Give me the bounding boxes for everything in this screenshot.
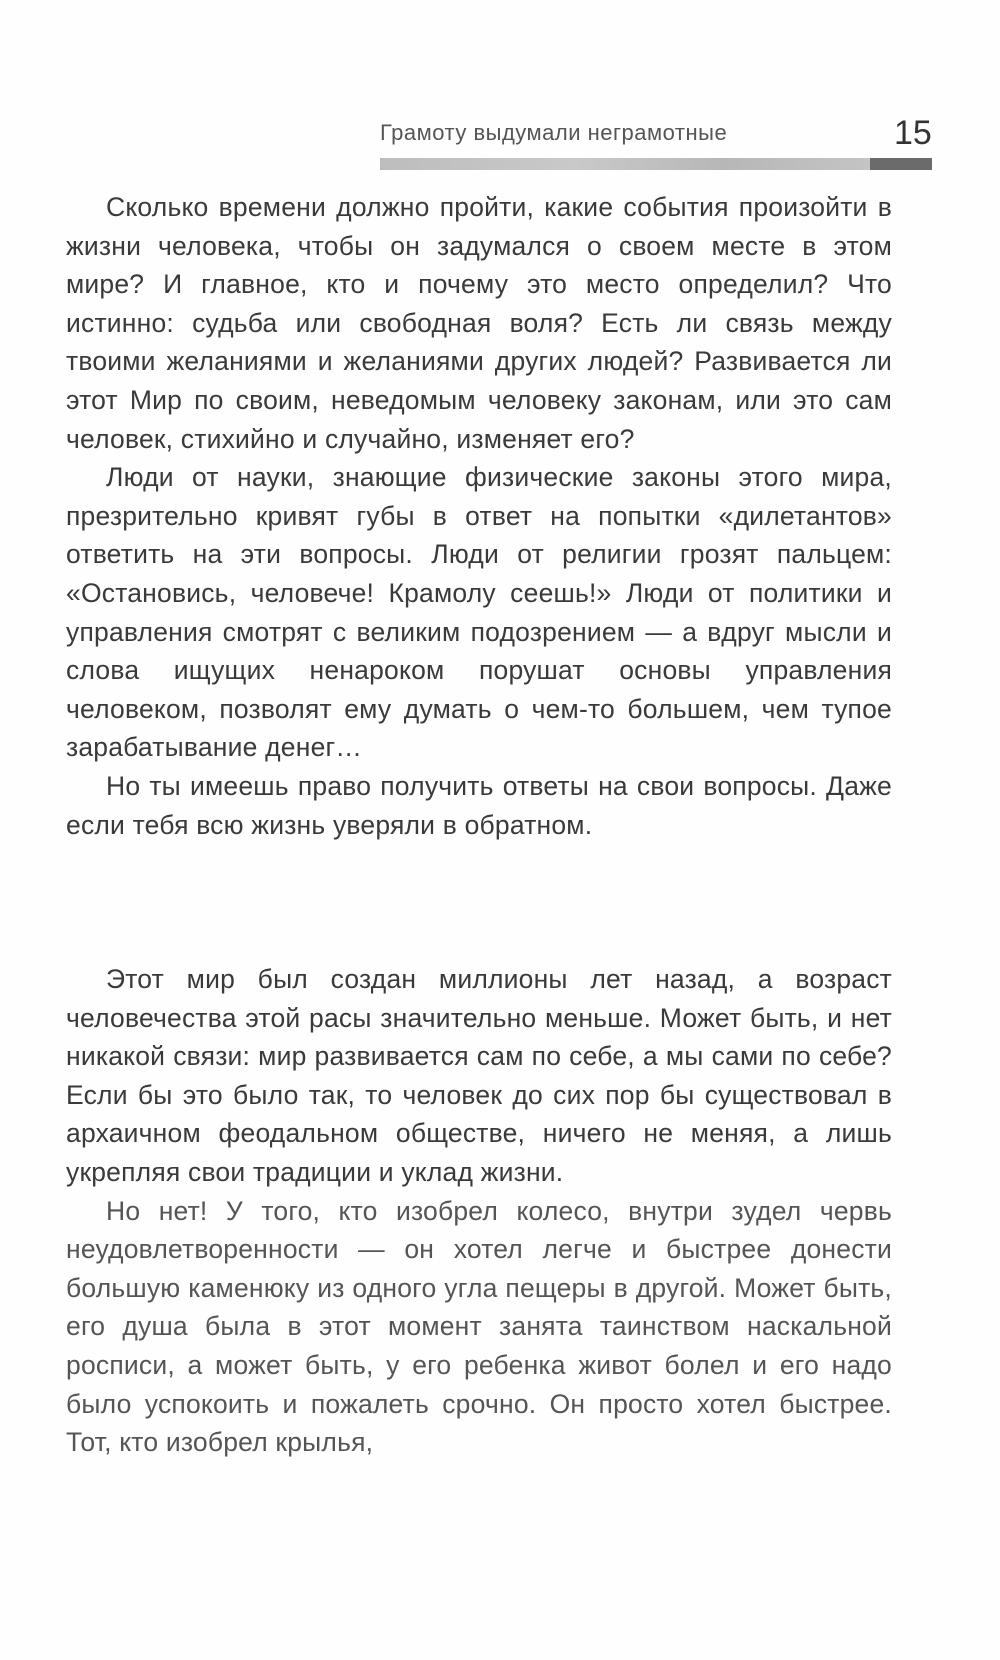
paragraph: Сколько времени должно пройти, какие события произойти в жизни человека, чтобы он задумался о своем месте в этом мире? И главное, кто и почему это место определил? Что истинно: судьба или свободная воля? Есть ли связь между твоими желаниями и желаниями других людей? Развивается ли этот Мир по своим, неведомым человеку законам, или это сам человек, стихийно и случайно, изменяет его? [66,192,892,454]
running-title: Грамоту выдумали неграмотные [380,120,728,145]
running-header [380,116,940,166]
section-1 [66,188,892,844]
paragraph: Но ты имеешь право получить ответы на свои вопросы. Даже если тебя всю жизнь уверяли в обратном. [66,770,892,840]
section-break [66,844,892,960]
page-body [66,188,892,1462]
paragraph: Люди от науки, знающие физические законы этого мира, презрительно кривят губы в ответ на попытки «дилетантов» ответить на эти вопросы. Люди от религии грозят пальцем: «Остановись, человече! Крамолу сеешь!» Люди от политики и управления смотрят с великим подозрением — а вдруг мысли и слова ищущих ненароком порушат основы управления человеком, позволят ему думать о чем-то большем, чем тупое зарабатывание денег… [66,462,892,763]
page-number: 15 [894,114,932,152]
section-2 [66,960,892,1462]
header-rule-accent [870,158,932,170]
paragraph: Но нет! У того, кто изобрел колесо, внутри зудел червь неудовлетворенности — он хотел легче и быстрее донести большую каменюку из одного угла пещеры в другой. Может быть, его душа была в этот момент занята таинством наскальной росписи, а может быть, у его ребенка живот болел и его надо было успокоить и пожалеть срочно. Он просто хотел быстрее. Тот, кто изобрел крылья, [66,1195,892,1458]
header-rule [380,158,870,170]
paragraph: Этот мир был создан миллионы лет назад, а возраст человечества этой расы значительно меньше. Может быть, и нет никакой связи: мир развивается сам по себе, а мы сами по себе? Если бы это было так, то человек до сих пор бы существовал в архаичном феодальном обществе, ничего не меняя, а лишь укрепляя свои традиции и уклад жизни. [66,964,892,1188]
